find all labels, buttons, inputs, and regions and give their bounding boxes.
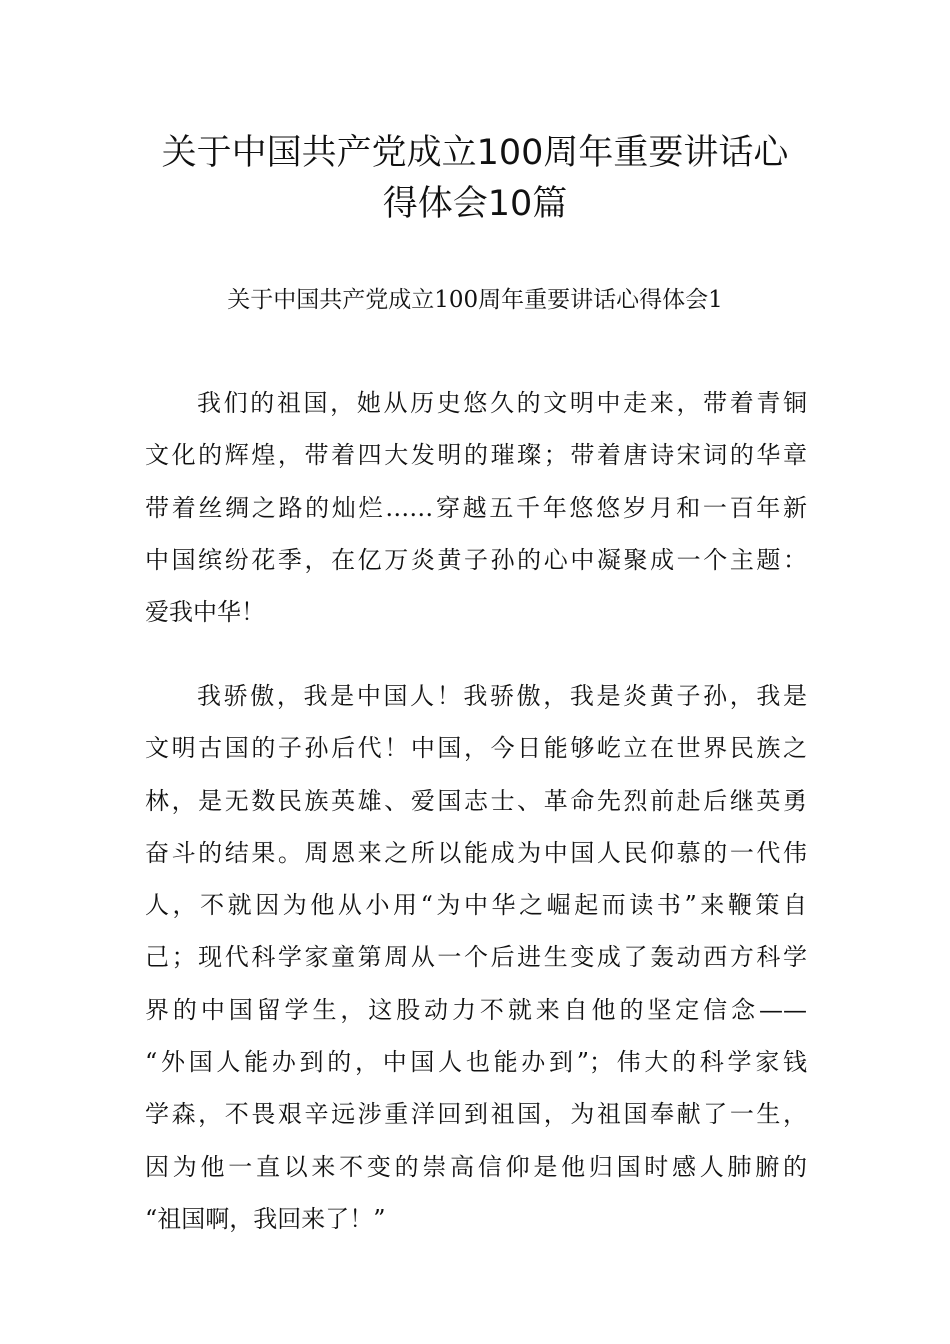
paragraph-line: 文明古国的子孙后代！中国，今日能够屹立在世界民族之 xyxy=(145,734,807,763)
title-line: 得体会10篇 xyxy=(382,184,568,224)
paragraph-line: 爱我中华！ xyxy=(145,598,265,627)
title-line: 关于中国共产党成立100周年重要讲话心 xyxy=(161,133,789,173)
paragraph-line: 我骄傲，我是中国人！我骄傲，我是炎黄子孙，我是 xyxy=(197,682,807,710)
paragraph-line: 奋斗的结果。周恩来之所以能成为中国人民仰慕的一代伟 xyxy=(145,838,807,867)
body-paragraph xyxy=(145,670,807,1245)
paragraph-line: 界的中国留学生，这股动力不就来自他的坚定信念—— xyxy=(145,995,807,1024)
paragraph-line: 我们的祖国，她从历史悠久的文明中走来，带着青铜 xyxy=(197,389,807,417)
paragraph-line: 林，是无数民族英雄、爱国志士、革命先烈前赴后继英勇 xyxy=(145,786,807,815)
paragraph-line: “外国人能办到的，中国人也能办到”；伟大的科学家钱 xyxy=(145,1048,807,1077)
paragraph-line: 人，不就因为他从小用“为中华之崛起而读书”来鞭策自 xyxy=(145,891,807,920)
paragraph-line: 带着丝绸之路的灿烂……穿越五千年悠悠岁月和一百年新 xyxy=(145,493,807,522)
body-paragraph xyxy=(145,377,807,638)
paragraph-line: 中国缤纷花季，在亿万炎黄子孙的心中凝聚成一个主题： xyxy=(145,545,807,574)
paragraph-line: 文化的辉煌，带着四大发明的璀璨；带着唐诗宋词的华章 xyxy=(145,441,807,470)
document-title xyxy=(145,128,805,230)
paragraph-line: 学森，不畏艰辛远涉重洋回到祖国，为祖国奉献了一生， xyxy=(145,1100,807,1129)
paragraph-line: 己；现代科学家童第周从一个后进生变成了轰动西方科学 xyxy=(145,943,807,972)
section-subtitle: 关于中国共产党成立100周年重要讲话心得体会1 xyxy=(227,287,723,313)
paragraph-line: “祖国啊，我回来了！” xyxy=(145,1204,386,1233)
paragraph-line: 因为他一直以来不变的崇高信仰是他归国时感人肺腑的 xyxy=(145,1152,807,1181)
